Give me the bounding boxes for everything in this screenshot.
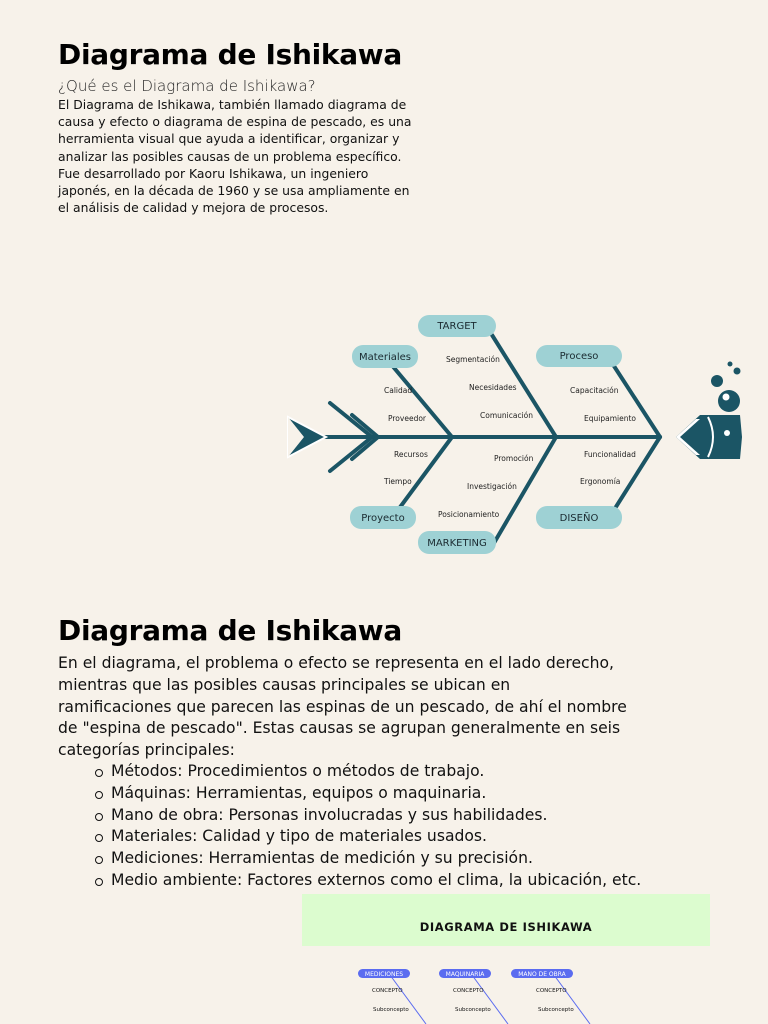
bone-bottom-right	[614, 437, 660, 510]
fishbone-diagram	[280, 305, 750, 565]
category-bottom-right	[536, 506, 622, 529]
cause-label: Investigación	[467, 482, 517, 491]
cause-label: Segmentación	[446, 355, 500, 364]
list-item: Máquinas: Herramientas, equipos o maquinaria.	[111, 783, 651, 805]
category-label: Proceso	[559, 351, 599, 362]
cause-label: Necesidades	[469, 383, 517, 392]
category-label: MARKETING	[427, 538, 487, 549]
fish-head-icon	[676, 362, 742, 460]
section-subtitle: ¿Qué es el Diagrama de Ishikawa?	[58, 77, 316, 95]
list-item: Medio ambiente: Factores externos como el clima, la ubicación, etc.	[111, 870, 651, 892]
list-item: Métodos: Procedimientos o métodos de trabajo.	[111, 761, 651, 783]
cause-label: Calidad	[384, 386, 413, 395]
mini-label-text: MEDICIONES	[364, 971, 404, 978]
cause-label: Ergonomía	[580, 477, 621, 486]
mini-subconcept: Subconcepto	[538, 1007, 574, 1013]
mini-concept: CONCEPTO	[453, 988, 484, 994]
category-label: DISEÑO	[559, 513, 599, 524]
category-list	[111, 761, 651, 892]
mini-concept: CONCEPTO	[536, 988, 567, 994]
tail-icon	[288, 417, 326, 457]
category-label: TARGET	[437, 321, 477, 332]
category-top-left	[352, 345, 418, 368]
mini-concept: CONCEPTO	[372, 988, 403, 994]
section-title: Diagrama de Ishikawa	[58, 614, 402, 647]
cause-label: Capacitación	[570, 386, 619, 395]
category-top-right	[536, 345, 622, 367]
category-bottom-mid	[418, 531, 496, 554]
mini-bone	[472, 975, 508, 1024]
bone-top-left	[390, 363, 452, 437]
bone-bottom-left	[398, 437, 452, 510]
mini-bone	[390, 975, 426, 1024]
list-item: Materiales: Calidad y tipo de materiales usados.	[111, 826, 651, 848]
mini-diagram-title: DIAGRAMA DE ISHIKAWA	[419, 920, 593, 934]
category-label: Materiales	[359, 352, 411, 363]
intro-paragraph: El Diagrama de Ishikawa, también llamado diagrama de causa y efecto o diagrama de espina de pescado, es una herramienta visual que ayuda a identificar, organizar y analizar las posibles causas de un problema específico. Fue desarrollado por Kaoru Ishikawa, un ingeniero japonés, en la década de 1960 y se usa ampliamente en el análisis de calidad y mejora de procesos.	[58, 97, 412, 216]
cause-label: Proveedor	[388, 414, 426, 423]
list-item: Mano de obra: Personas involucradas y sus habilidades.	[111, 805, 651, 827]
page-title: Diagrama de Ishikawa	[58, 38, 402, 71]
list-item: Mediciones: Herramientas de medición y su precisión.	[111, 848, 651, 870]
cause-label: Tiempo	[384, 477, 412, 486]
cause-label: Equipamiento	[584, 414, 636, 423]
mini-label-text: MAQUINARIA	[445, 971, 485, 978]
mini-label-mano-de-obra	[511, 969, 573, 978]
mini-bone	[554, 975, 590, 1024]
category-bottom-left	[350, 506, 416, 529]
mini-diagram-header	[302, 894, 710, 946]
mini-fishbone-diagram	[340, 962, 640, 1024]
bone-top-right	[612, 363, 660, 437]
cause-label: Funcionalidad	[584, 450, 636, 459]
category-label: Proyecto	[361, 513, 405, 524]
mini-subconcept: Subconcepto	[455, 1007, 491, 1013]
cause-label: Comunicación	[480, 411, 533, 420]
description-paragraph: En el diagrama, el problema o efecto se representa en el lado derecho, mientras que las posibles causas principales se ubican en ramificaciones que parecen las espinas de un pescado, de ahí el nombre de "espina de pescado". Estas causas se agrupan generalmente en seis categorías principales:	[58, 654, 627, 760]
mini-label-mediciones	[358, 969, 410, 978]
category-top-mid	[418, 315, 496, 337]
cause-label: Posicionamiento	[438, 510, 500, 519]
mini-label-maquinaria	[439, 969, 491, 978]
cause-label: Promoción	[494, 454, 534, 463]
mini-label-text: MANO DE OBRA	[518, 971, 566, 978]
cause-label: Recursos	[394, 450, 428, 459]
mini-subconcept: Subconcepto	[373, 1007, 409, 1013]
